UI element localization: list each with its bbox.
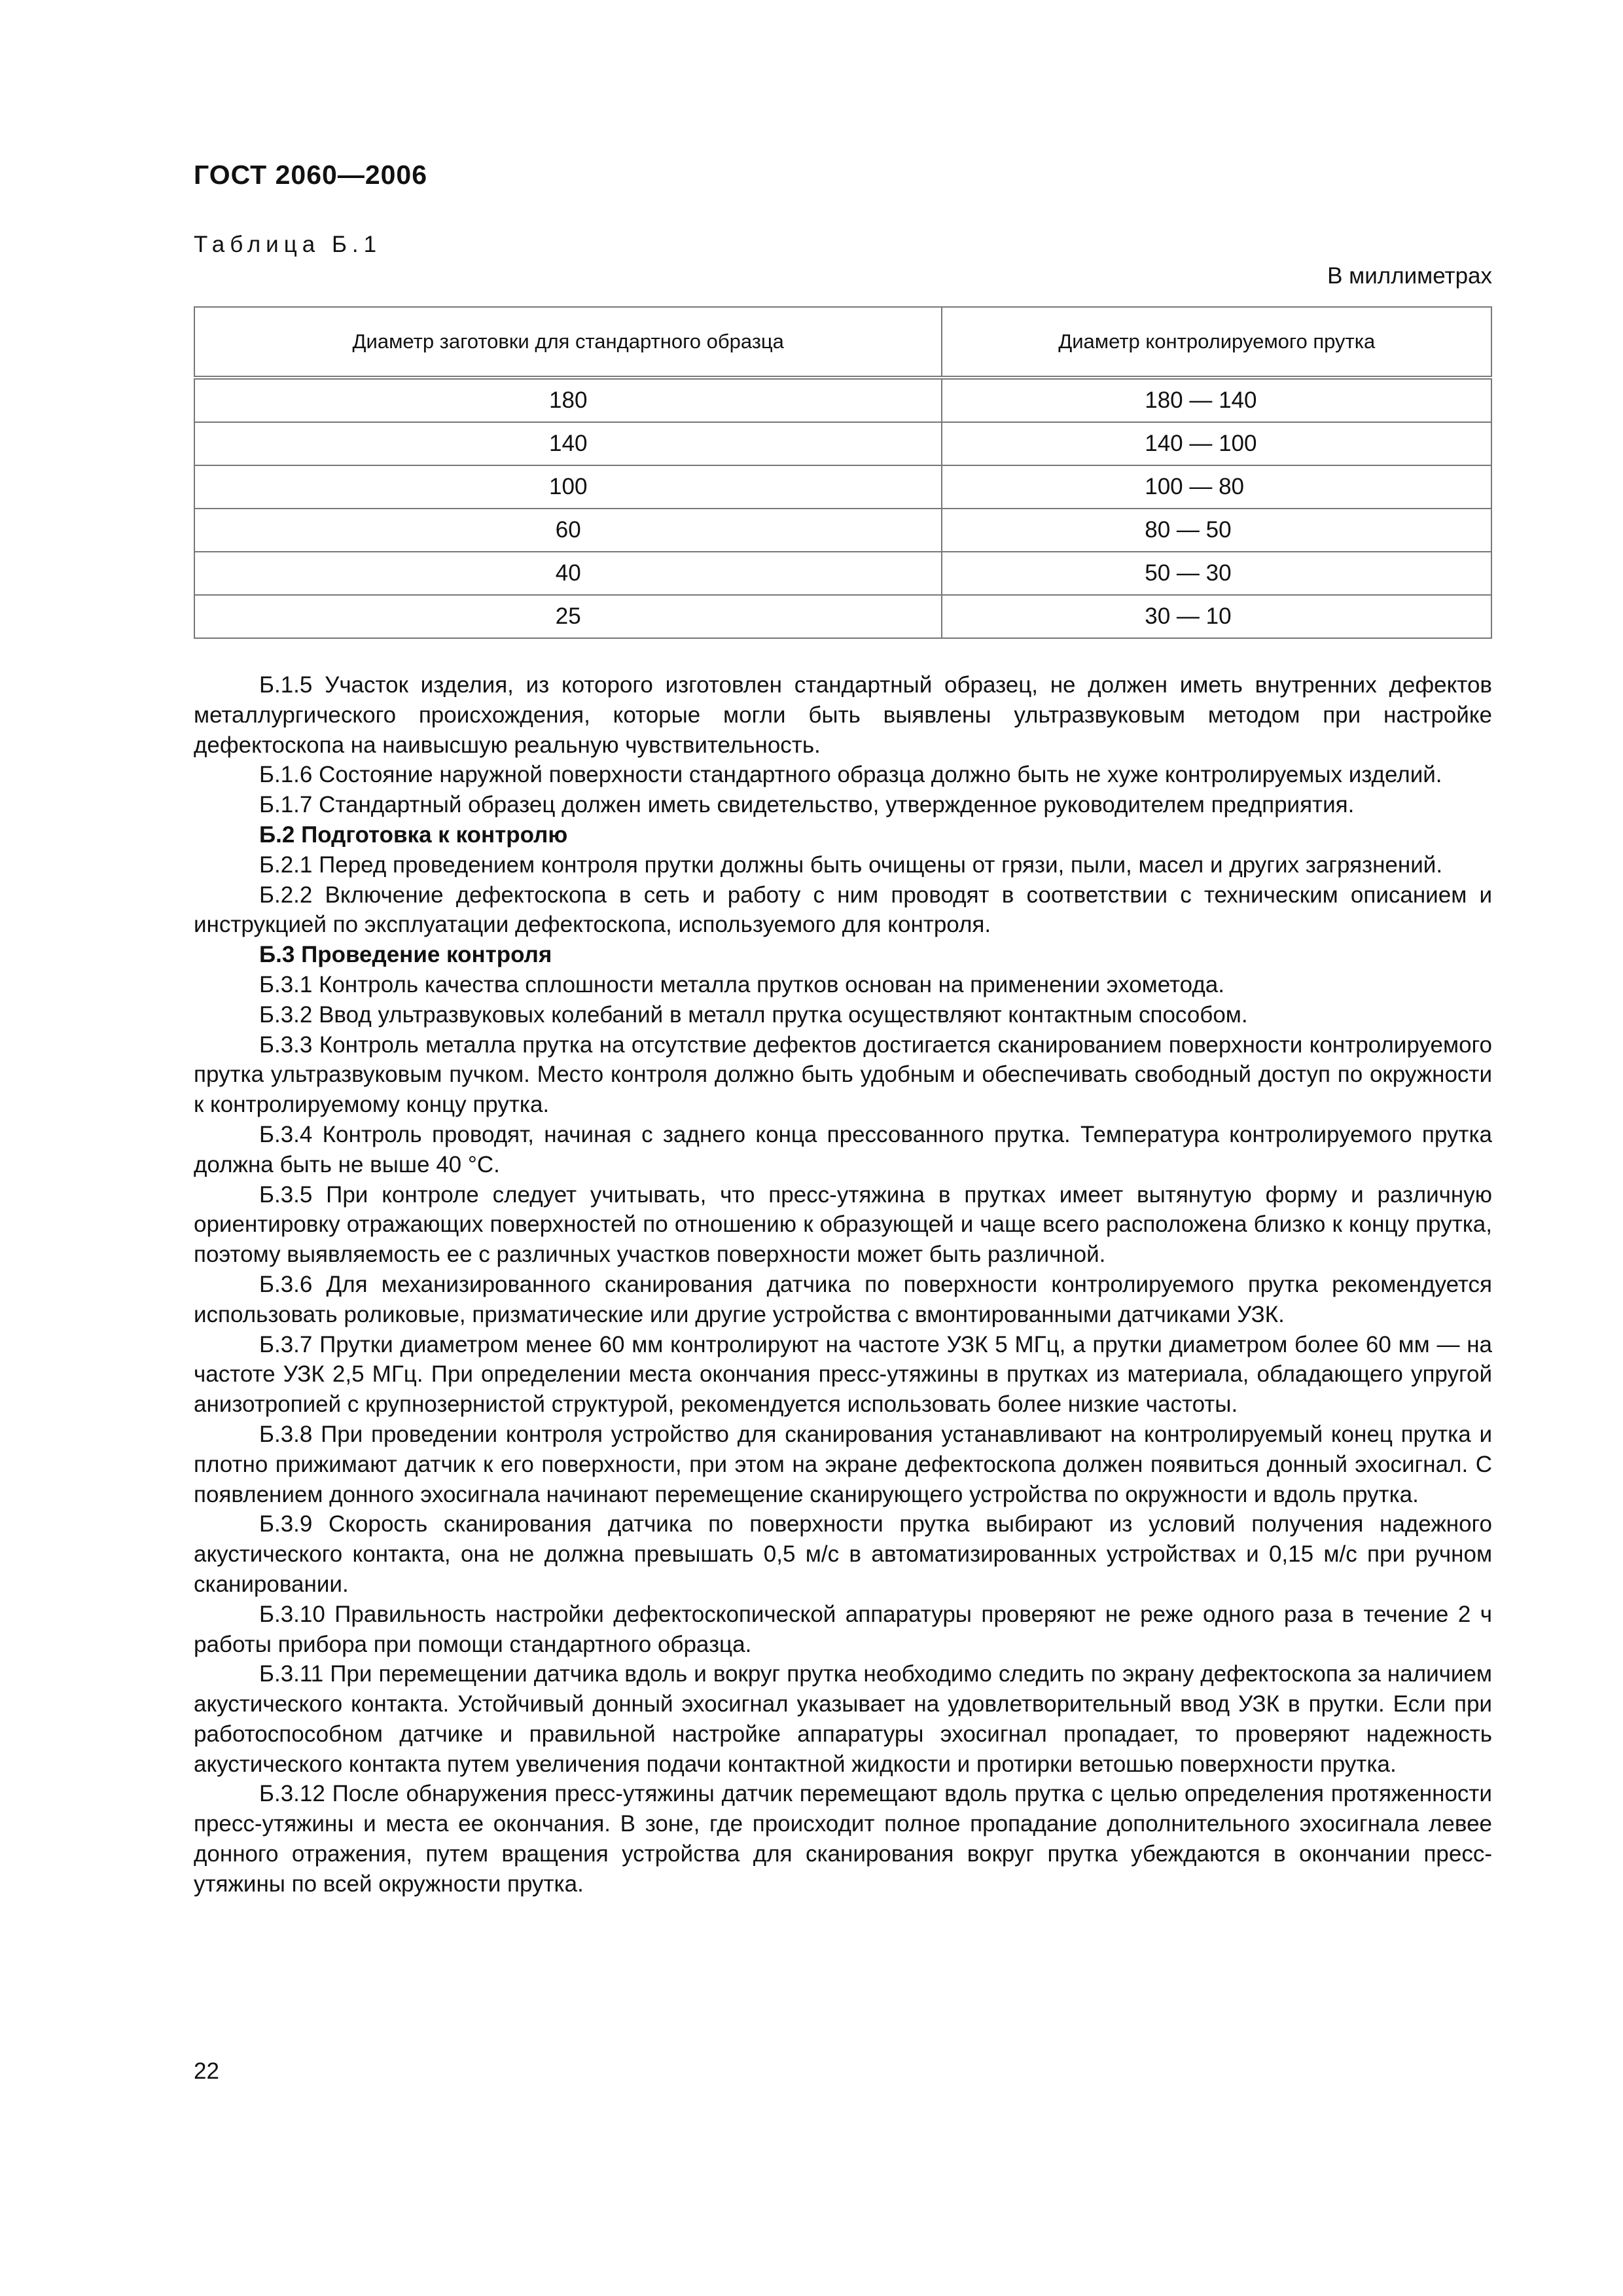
blank-diameter-cell: 40 xyxy=(194,552,942,595)
page-number: 22 xyxy=(194,2058,219,2084)
table-row xyxy=(194,509,1491,552)
rod-diameter-cell xyxy=(942,465,1491,509)
rod-diameter-cell xyxy=(942,509,1491,552)
paragraph-b-3-4: Б.3.4 Контроль проводят, начиная с заднего конца прессованного прутка. Температура контролируемого прутка должна быть не выше 40 °С. xyxy=(194,1121,1492,1177)
rod-diameter-value: 180 — 140 xyxy=(1145,387,1257,413)
rod-diameter-value: 140 — 100 xyxy=(1145,431,1257,456)
paragraph-b-2-1: Б.2.1 Перед проведением контроля прутки должны быть очищены от грязи, пыли, масел и других загрязнений. xyxy=(259,852,1443,878)
blank-diameter-cell: 100 xyxy=(194,465,942,509)
diameter-table xyxy=(194,306,1492,639)
table-row xyxy=(194,595,1491,638)
rod-diameter-value: 50 — 30 xyxy=(1145,560,1232,586)
paragraph-b-1-6: Б.1.6 Состояние наружной поверхности стандартного образца должно быть не хуже контролируемых изделий. xyxy=(259,762,1442,788)
rod-diameter-cell xyxy=(942,595,1491,638)
table-header-row xyxy=(194,307,1491,378)
paragraph-b-3-3: Б.3.3 Контроль металла прутка на отсутствие дефектов достигается сканированием поверхности контролируемого прутка ультразвуковым пучком. Место контроля должно быть удобным и обеспечивать свободный доступ по окружности к контролируемому концу прутка. xyxy=(194,1031,1492,1118)
document-id: ГОСТ 2060—2006 xyxy=(194,160,428,190)
rod-diameter-cell xyxy=(942,422,1491,465)
blank-diameter-cell: 25 xyxy=(194,595,942,638)
section-heading-b-2: Б.2 Подготовка к контролю xyxy=(259,821,568,848)
paragraph-b-2-2: Б.2.2 Включение дефектоскопа в сеть и работу с ним проводят в соответствии с техническим описанием и инструкцией по эксплуатации дефектоскопа, используемого для контроля. xyxy=(194,882,1492,938)
rod-diameter-cell xyxy=(942,552,1491,595)
table-caption: Таблица Б.1 xyxy=(194,232,382,257)
table-row xyxy=(194,422,1491,465)
blank-diameter-cell: 60 xyxy=(194,509,942,552)
rod-diameter-value: 30 — 10 xyxy=(1145,603,1232,629)
paragraph-b-3-5: Б.3.5 При контроле следует учитывать, что пресс-утяжина в прутках имеет вытянутую форму и различную ориентировку отражающих поверхностей по отношению к образующей и чаще всего расположена близко к концу прутка, поэтому выявляемость ее с различных участков поверхности может быть различной. xyxy=(194,1181,1492,1268)
paragraph-b-3-9: Б.3.9 Скорость сканирования датчика по поверхности прутка выбирают из условий получения надежного акустического контакта, она не должна превышать 0,5 м/с в автоматизированных устройствах и 0,15 м/с при ручном сканировании. xyxy=(194,1511,1492,1597)
paragraph-b-3-6: Б.3.6 Для механизированного сканирования датчика по поверхности контролируемого прутка рекомендуется использовать роликовые, призматические или другие устройства с вмонтированными датчиками УЗК. xyxy=(194,1271,1492,1327)
paragraph-b-1-5: Б.1.5 Участок изделия, из которого изготовлен стандартный образец, не должен иметь внутренних дефектов металлургического происхождения, которые могли быть выявлены ультразвуковым методом при настройке дефектоскопа на наивысшую реальную чувствительность. xyxy=(194,672,1492,758)
table-row xyxy=(194,465,1491,509)
table-row xyxy=(194,552,1491,595)
body-text xyxy=(194,670,1492,1899)
column-header-blank-diameter: Диаметр заготовки для стандартного образца xyxy=(194,307,942,378)
paragraph-b-3-11: Б.3.11 При перемещении датчика вдоль и вокруг прутка необходимо следить по экрану дефектоскопа за наличием акустического контакта. Устойчивый донный эхосигнал указывает на удовлетворительный ввод УЗК в прутки. Если при работоспособном датчике и правильной настройке аппаратуры эхосигнал пропадает, то проверяют надежность акустического контакта путем увеличения подачи контактной жидкости и протирки ветошью поверхности прутка. xyxy=(194,1661,1492,1777)
paragraph-b-3-12: Б.3.12 После обнаружения пресс-утяжины датчик перемещают вдоль прутка с целью определения протяженности пресс-утяжины и места ее окончания. В зоне, где происходит полное пропадание дополнительного эхосигнала левее донного отражения, путем вращения устройства для сканирования вокруг прутка убеждаются в окончании пресс-утяжины по всей окружности прутка. xyxy=(194,1781,1492,1897)
paragraph-b-3-8: Б.3.8 При проведении контроля устройство для сканирования устанавливают на контролируемый конец прутка и плотно прижимают датчик к его поверхности, при этом на экране дефектоскопа должен появиться донный эхосигнал. С появлением донного эхосигнала начинают перемещение сканирующего устройства по окружности и вдоль прутка. xyxy=(194,1421,1492,1507)
paragraph-b-3-7: Б.3.7 Прутки диаметром менее 60 мм контролируют на частоте УЗК 5 МГц, а прутки диаметром более 60 мм — на частоте УЗК 2,5 МГц. При определении места окончания пресс-утяжины в прутках из материала, обладающего упругой анизотропией с крупнозернистой структурой, рекомендуется использовать более низкие частоты. xyxy=(194,1331,1492,1418)
paragraph-b-3-10: Б.3.10 Правильность настройки дефектоскопической аппаратуры проверяют не реже одного раза в течение 2 ч работы прибора при помощи стандартного образца. xyxy=(194,1601,1492,1657)
paragraph-b-3-1: Б.3.1 Контроль качества сплошности металла прутков основан на применении эхометода. xyxy=(259,971,1224,997)
paragraph-b-1-7: Б.1.7 Стандартный образец должен иметь свидетельство, утвержденное руководителем предприятия. xyxy=(259,792,1355,818)
blank-diameter-cell: 140 xyxy=(194,422,942,465)
table-units-note: В миллиметрах xyxy=(1327,263,1492,289)
rod-diameter-value: 80 — 50 xyxy=(1145,517,1232,543)
column-header-rod-diameter: Диаметр контролируемого прутка xyxy=(942,307,1491,378)
rod-diameter-value: 100 — 80 xyxy=(1145,474,1245,499)
rod-diameter-cell xyxy=(942,378,1491,422)
section-heading-b-3: Б.3 Проведение контроля xyxy=(259,942,552,968)
blank-diameter-cell: 180 xyxy=(194,378,942,422)
paragraph-b-3-2: Б.3.2 Ввод ультразвуковых колебаний в металл прутка осуществляют контактным способом. xyxy=(259,1001,1248,1028)
table-row xyxy=(194,378,1491,422)
